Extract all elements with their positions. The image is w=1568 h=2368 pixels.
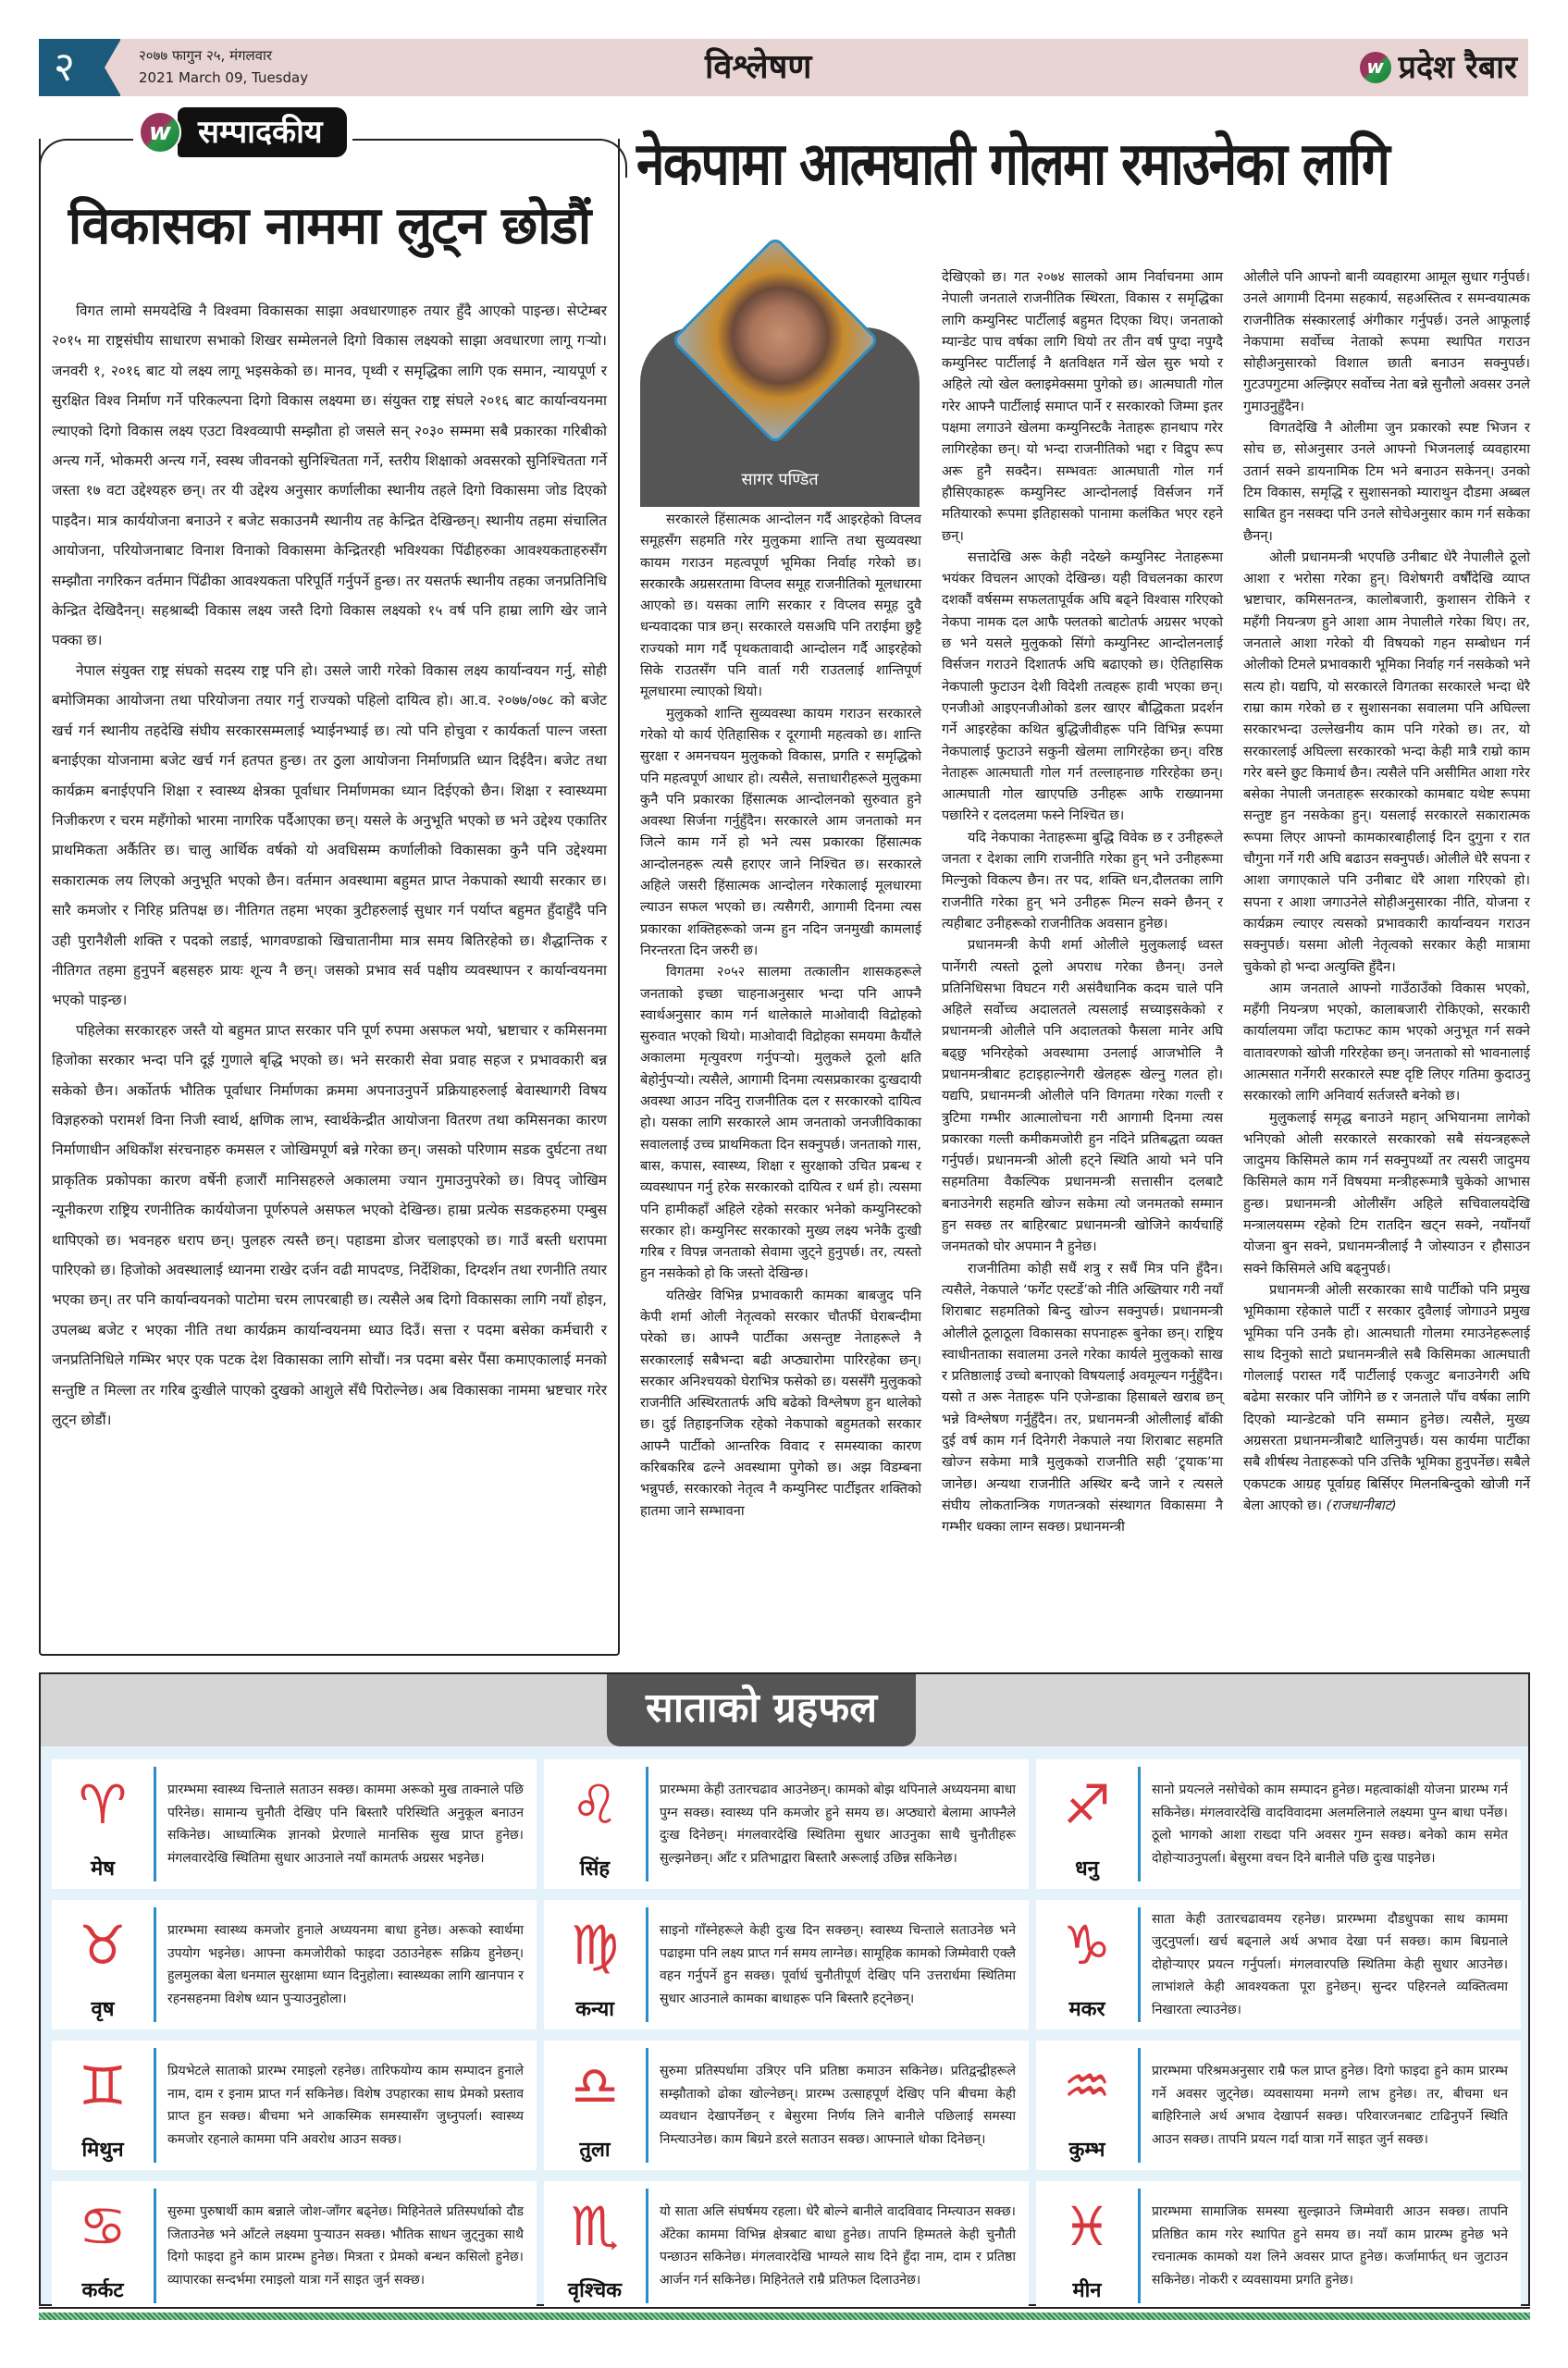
date-english: 2021 March 09, Tuesday [139,69,309,86]
article-paragraph [640,509,921,703]
horoscope-header [41,1674,1528,1746]
sign-prediction: प्रारम्भमा सामाजिक समस्या सुल्झाउने जिम्मेवारी आउन सक्छ। तापनि प्रतिष्ठित काम गरेर स्थापित हुने समय छ। नयाँ काम प्रारम्भ हुनेछ भने रचनात्मक कामको यश लिने अवसर प्राप्त हुनेछ। कर्जामार्फत् धन जुटाउन सकिनेछ। नोकरी र व्यवसायमा प्रगति हुनेछ। [1152,2204,1508,2288]
article-paragraph-text: प्रधानमन्त्री ओली सरकारका साथै पार्टीको पनि प्रमुख भूमिकामा रहेकाले पार्टी र सरकार दुवैलाई जोगाउने प्रमुख भूमिका पनि उनकै हो। आत्मघाती गोलमा रमाउनेहरूलाई साथ दिनुको साटो प्रधानमन्त्रीले सबै किसिमका आत्मघाती गोललाई परास्त गर्दै पार्टीलाई एकजुट बनाउनेगरी अघि बढेमा सरकार पनि जोगिने छ र जनताले पाँच वर्षका लागि दिएको म्यान्डेटको पनि सम्मान हुनेछ। त्यसैले, मुख्य अग्रसरता प्रधानमन्त्रीबाटै थालिनुपर्छ। यस कार्यमा पार्टीका सबै शीर्षस्थ नेताहरूको पनि उत्तिकै भूमिका हुनुपर्नेछ। सबैले एकपटक आग्रह पूर्वाग्रह बिर्सिएर मिलनबिन्दुको खोजी गर्ने बेला आएको छ। [1243,1281,1530,1513]
article-paragraph-text: यतिखेर विभिन्न प्रभावकारी कामका बाबजुद पनि केपी शर्मा ओली नेतृत्वको सरकार चौतर्फी घेराबन्दीमा परेको छ। आफ्नै पार्टीका असन्तुष्ट नेताहरूले नै सरकारलाई सबैभन्दा बढी अप्ठ्यारोमा पारिरहेका छन्। सरकार अनिश्चयको घेराभित्र फसेको छ। यससँगै मुलुकको राजनीति अस्थिरतातर्फ अघि बढेको विश्लेषण हुन थालेको छ। दुई तिहाइनजिक रहेको नेकपाको बहुमतको सरकार आफ्नै पार्टीको आन्तरिक विवाद र समस्याका कारण करिबकरिब ढल्ने अवस्थामा पुगेको छ। अझ विडम्बना भन्नुपर्छ, सरकारको नेतृत्व नै कम्युनिस्ट पार्टीइतर शक्तिको हातमा जाने सम्भावना [640,1287,921,1519]
libra-scales-icon: ♎ [571,2054,619,2117]
horoscope-card [52,2041,537,2170]
horoscope-grid [52,1759,1521,2311]
horoscope-card [52,2181,537,2311]
horoscope-section [39,1672,1530,2306]
horoscope-card [544,1759,1029,1889]
sign-divider [154,2189,156,2303]
brand[interactable] [1360,44,1517,91]
sign-box [52,1759,154,1889]
editorial-box [39,114,620,1656]
article-paragraph [1243,1279,1530,1516]
sign-box [1036,2041,1138,2170]
article-paragraph [640,703,921,962]
sign-name: मेष [91,1857,115,1881]
article-paragraph-text: विगतदेखि नै ओलीमा जुन प्रकारको स्पष्ट भिजन र सोच छ, सोअनुसार उनले आफ्नो भिजनलाई व्यवहारमा उतार्न सक्ने डायनामिक टिम भने बनाउन सकेनन्। उनको टिम विकास, समृद्धि र सुशासनको म्याराथुन दौडमा अब्बल साबित हुन नसक्दा पनि उनले सोचेअनुसार काम गर्न सकेका छैनन्। [1243,420,1530,544]
article-paragraph [1243,266,1530,417]
leo-lion-icon: ♌ [571,1773,619,1836]
sagittarius-archer-icon: ♐ [1063,1773,1111,1836]
pisces-fish-icon: ♓ [1063,2195,1111,2258]
article-paragraph-text: ओली प्रधानमन्त्री भएपछि उनीबाट धेरै नेपालीले ठूलो आशा र भरोसा गरेका हुन्। विशेषगरी वर्षौंदेखि व्याप्त भ्रष्टाचार, कमिसनतन्त्र, कालोबजारी, कुशासन रोकिने र महँगी नियन्त्रण हुने आशा आम नेपालीले गरेका थिए। तर, जनताले आशा गरेको यी विषयको गहन सम्बोधन गर्न ओलीको टिमले प्रभावकारी भूमिका निर्वाह गर्न नसकेको भने सत्य हो। यद्यपि, यो सरकारले विगतका सरकारले भन्दा धेरै राम्रा काम गरेको छ र सुशासनका सवालमा पनि अघिल्ला सरकारभन्दा उल्लेखनीय काम पनि गरेको छ। तर, यो सरकारलाई अघिल्ला सरकारको भन्दा केही मात्रै राम्रो काम गरेर बस्ने छुट किमार्थ छैन। त्यसैले पनि असीमित आशा गरेर बसेका नेपाली जनताहरू सरकारको कामबाट यथेष्ट रूपमा सन्तुष्ट हुन नसकेका हुन्। यसलाई सरकारले सकारात्मक रूपमा लिएर आफ्नो कामकारबाहीलाई दिन दुगुना र रात चौगुना गर्ने गरी अघि बढाउन सक्नुपर्छ। ओलीले धेरै सपना र आशा जगाएकाले पनि उनीबाट धेरै आशा गरिएको हो। सपना र आशा जगाउनेले सोहीअनुसारका नीति, योजना र कार्यक्रम ल्याएर त्यसको प्रभावकारी कार्यान्वयन गराउन सक्नुपर्छ। यसमा ओली नेतृत्वको सरकार केही मात्रामा चुकेको हो भन्दा अत्युक्ति हुँदैन। [1243,549,1530,975]
aquarius-water-bearer-icon: ♒ [1063,2054,1111,2117]
editorial-tag [133,107,352,157]
sign-box [52,2041,154,2170]
sign-divider [646,2048,648,2163]
sign-name: धनु [1075,1857,1099,1881]
sign-name: मकर [1068,1998,1105,2021]
sign-divider [646,1907,648,2022]
sign-prediction: सुरुमा प्रतिस्पर्धामा उत्रिएर पनि प्रतिष्ठा कमाउन सकिनेछ। प्रतिद्वन्द्वीहरूले सम्झौताको ढोका खोल्नेछन्। प्रारम्भ उत्साहपूर्ण देखिए पनि बीचमा केही व्यवधान देखापर्नेछन् र बेसुरमा निर्णय लिने बानीले पछिलाई समस्या निम्त्याउनेछ। काम बिग्रने डरले सताउन सक्छ। आफ्नाले धोका दिनेछन्। [660,2064,1016,2147]
editorial-paragraph: विगत लामो समयदेखि नै विश्वमा विकासका साझा अवधारणाहरु तयार हुँदै आएको पाइन्छ। सेप्टेम्बर २०१५ मा राष्ट्रसंघीय साधारण सभाको शिखर सम्मेलनले दिगो विकास लक्ष्यको साझा अवधारणा लागू गऱ्यो। जनवरी १, २०१६ बाट यो लक्ष्य लागू भइसकेको छ। मानव, पृथ्वी र समृद्धिका लागि एक समान, न्यायपूर्ण र सुरक्षित विश्व निर्माण गर्ने परिकल्पना दिगो विकास लक्ष्यमा छ। संयुक्त राष्ट्र संघले २०१६ बाट कार्यान्वयनमा ल्याएको दिगो विकास लक्ष्य एउटा विश्वव्यापी सम्झौता हो जसले सन् २०३० सम्ममा सबै प्रकारका गरिबीको अन्त्य गर्ने, भोकमरी अन्त्य गर्ने, स्वस्थ जीवनको सुनिश्चितता गर्ने, स्तरीय शिक्षाको अवसरको सुनिश्चितता गर्ने जस्ता १७ वटा उद्देश्यहरु छन्। तर यी उद्देश्य अनुसार कर्णालीका स्थानीय तहले दिगो विकासमा जोड दिएको पाइदैन। मात्र कार्ययोजना बनाउने र बजेट सकाउनमै स्थानीय तह केन्द्रित देखिन्छन्। स्थानीय तहमा संचालित आयोजना, परियोजनाबाट विनाश विनाको विकासमा केन्द्रितरही भविश्यका पिंढीहरुका आवश्यकताहरुसँग सम्झौता नगरिकन वर्तमान पिंढीका आवश्यकता परिपूर्ति गर्नुपर्ने हुन्छ। तर यसतर्फ स्थानीय तहका जनप्रतिनिधि केन्द्रित देखिदैनन्। सहश्राब्दी विकास लक्ष्य जस्तै दिगो विकास लक्ष्यको १५ वर्ष पनि हाम्रा लागि खेर जाने पक्का छ। [52,302,607,649]
article-column-1 [640,509,921,1656]
horoscope-card [1036,2041,1521,2170]
sign-name: कन्या [575,1998,614,2021]
sign-divider [1138,2048,1141,2163]
sign-name: वृश्चिक [567,2279,623,2302]
gemini-twins-icon: ♊ [79,2054,127,2117]
sign-divider [154,1767,156,1881]
article-paragraph-text: सत्तादेखि अरू केही नदेख्ने कम्युनिस्ट नेताहरूमा भयंकर विचलन आएको देखिन्छ। यही विचलनका कारण दशकौं वर्षसम्म सफलतापूर्वक अघि बढ्ने विश्वास गरिएको नेकपा नामक दल आफै फ्लतको बाटोतर्फ अग्रसर भएको छ भने यसले मुलुकको सिंगो कम्युनिस्ट आन्दोलनलाई विर्सजन गराउने दिशातर्फ अघि बढाएको छ। ऐतिहासिक नेकपाली फुटाउन देशी विदेशी तत्वहरू हावी भएका छन्। एनजीओ आइएनजीओको डलर खाएर बौद्धिकता प्रदर्शन गर्ने आइरहेका कथित बुद्धिजीवीहरू पनि विभिन्न रूपमा नेकपालाई फुटाउने सकुनी खेलमा लागिरहेका छन्। वरिष्ठ नेताहरू आत्मघाती गोल गर्न तल्लाहनाछ गरिरहेका छन्। आत्मघाती गोल खाएपछि उनीहरू आफै राख्यानमा पछारिने र दलदलमा फस्ने निश्चित छ। [942,549,1223,824]
sign-name: मिथुन [81,2139,124,2162]
sign-prediction: प्रारम्भमा केही उतारचढाव आउनेछन्। कामको बोझ थपिनाले अध्ययनमा बाधा पुग्न सक्छ। स्वास्थ्य पनि कमजोर हुने समय छ। अप्ठ्यारो बेलामा आफ्नैले दुःख दिनेछन्। मंगलवारदेखि स्थितिमा सुधार आउनुका साथै चुनौतीहरू सुल्झनेछन्। आँट र प्रतिभाद्वारा बिस्तारै अरूलाई उछिन्न सकिनेछ। [660,1782,1016,1866]
sign-box [1036,1759,1138,1889]
sign-box [544,2041,646,2170]
brand-logo-icon [1360,52,1391,83]
horoscope-card [1036,1900,1521,2029]
brand-name: प्रदेश रैबार [1398,49,1517,86]
sign-prediction: प्रारम्भमा परिश्रमअनुसार राम्रै फल प्राप्त हुनेछ। दिगो फाइदा हुने काम प्रारम्भ गर्ने अवसर जुट्नेछ। व्यवसायमा मनग्गे लाभ हुनेछ। तर, बीचमा धन बाहिरिनाले अर्थ अभाव देखापर्न सक्छ। परिवारजनबाट टाढिनुपर्ने स्थिति आउन सक्छ। तापनि प्रयत्न गर्दा यात्रा गर्ने साइत जुर्न सक्छ। [1152,2064,1508,2147]
author-box [640,250,920,507]
editorial-paragraph: नेपाल संयुक्त राष्ट्र संघको सदस्य राष्ट्र पनि हो। उसले जारी गरेको विकास लक्ष्य कार्यान्वयन गर्नु, सोही बमोजिमका आयोजना तथा परियोजना तयार गर्नु राज्यको पहिलो दायित्व हो। आ.व. २०७७/०७८ को बजेट खर्च गर्न स्थानीय तहदेखि संघीय सरकारसम्मलाई भ्याईनभ्याई छ। त्यो पनि होचुवा र कार्यकर्ता पाल्न जस्ता बनाईएका योजनामा बजेट खर्च गर्न हतपत हुन्छ। तर ठुला आयोजना निर्माणप्रति ध्यान दिईदैन। बजेट तथा कार्यक्रम बनाईएपनि शिक्षा र स्वास्थ्य क्षेत्रका पूर्वाधार निर्माणमका ध्यान दिईएको छैन। शिक्षा र स्वास्थ्यमा निजीकरण र चरम महँगोको भारमा नागरिक पर्दैआएका छन्। यसले के अनुभूति भएको छ भने उद्देश्य एकातिर प्राथमिकता अर्कैतिर छ। चालु आर्थिक वर्षको यो अवधिसम्म कर्णालीको विकासका कुनै पनि उद्देश्यमा सकारात्मक लय लिएको अनुभूति भएको छैन। वर्तमान अवस्थामा बहुमत प्राप्त नेकपाको स्थायी सरकार छ। सारै कमजोर र निरिह प्रतिपक्ष छ। नीतिगत तहमा भएका त्रुटीहरुलाई सुधार गर्न पर्याप्त बहुमत हुँदाहुँदै पनि उही पुरानैशैली शक्ति र पदको लडाई, भागवण्डाको खिचातानीमा मात्र समय बितिरहेको छ। शैद्धान्तिक र नीतिगत तहमा हुनुपर्ने बहसहरु प्रायः शून्य नै छन्। जसको प्रभाव सर्व पक्षीय व्यवस्थापन र कार्यान्वयनमा भएको पाइन्छ। [52,661,607,1009]
article-paragraph-text: राजनीतिमा कोही सधैं शत्रु र सधैं मित्र पनि हुँदैन। त्यसैले, नेकपाले ‘फर्गेट एस्टर्डे’को नीति अख्तियार गरी नयाँ शिराबाट सहमतिको बिन्दु खोज्न सक्नुपर्छ। प्रधानमन्त्री ओलीले ठूलाठूला विकासका सपनाहरू बुनेका छन्। राष्ट्रिय स्वाधीनताका सवालमा उनले गरेका कार्यले मुलुकको साख र प्रतिष्ठालाई उच्चो बनाएको विषयलाई अवमूल्यन गर्नुहुँदैन। यसो त अरू नेताहरू पनि एजेन्डाका हिसाबले खराब छन् भन्ने विश्लेषण गर्नुहुँदैन। तर, प्रधानमन्त्री ओलीलाई बाँकी दुई वर्ष काम गर्न दिनेगरी नेकपाले नया शिराबाट सहमति खोज्न सकेमा मात्रै मुलुकको राजनीति सही ‘ट्र्याक’मा जानेछ। अन्यथा राजनीति अस्थिर बन्दै जाने र त्यसले संघीय लोकतान्त्रिक गणतन्त्रको संस्थागत विकासमा नै गम्भीर धक्का लाग्न सक्छ। प्रधानमन्त्री [942,1260,1223,1536]
sign-prediction: यो साता अलि संघर्षमय रहला। धेरै बोल्ने बानीले वादविवाद निम्त्याउन सक्छ। अँटेका काममा विभिन्न क्षेत्रबाट बाधा हुनेछ। तापनि हिम्मतले केही चुनौती पन्छाउन सकिनेछ। मंगलवारदेखि भाग्यले साथ दिने हुँदा नाम, दाम र प्रतिष्ठा आर्जन गर्न सकिनेछ। मिहिनेतले राम्रै प्रतिफल दिलाउनेछ। [660,2204,1016,2288]
article-paragraph [1243,1107,1530,1279]
sign-divider [646,1767,648,1881]
sign-box [544,1759,646,1889]
sign-box [52,1900,154,2029]
sign-prediction: साता केही उतारचढावमय रहनेछ। प्रारम्भमा दौडधुपका साथ काममा जुट्नुपर्ला। खर्च बढ्नाले अर्थ अभाव देखा पर्न सक्छ। काम बिग्रनाले दोहोर्‍याएर प्रयत्न गर्नुपर्ला। मंगलवारपछि स्थितिमा केही सुधार आउनेछ। लाभांशले केही आवश्यकता पूरा हुनेछन्। सुन्दर पहिरनले व्यक्तित्वमा निखारता ल्याउनेछ। [1152,1911,1508,2017]
horoscope-card [544,2181,1029,2311]
article-paragraph-text: ओलीले पनि आफ्नो बानी व्यवहारमा आमूल सुधार गर्नुपर्छ। उनले आगामी दिनमा सहकार्य, सहअस्तित्व र समन्वयात्मक राजनीतिक संस्कारलाई अंगीकार गर्नुपर्छ। उनले आफूलाई नेकपामा सर्वोच्च नेताको रूपमा स्थापित गराउन सोहीअनुसारको विशाल छाती बनाउन सक्नुपर्छ। गुटउपगुटमा अल्झिएर सर्वोच्च नेता बन्ने सुनौलो अवसर उनले गुमाउनुहुँदैन। [1243,269,1530,414]
horoscope-card [1036,1759,1521,1889]
sign-box [1036,1900,1138,2029]
article-paragraph [1243,978,1530,1107]
article-paragraph [942,827,1223,934]
editorial-label: सम्पादकीय [178,107,347,157]
sign-name: कर्कट [81,2279,124,2302]
article-paragraph-text: सरकारले हिंसात्मक आन्दोलन गर्दै आइरहेको विप्लव समूहसँग सहमति गरेर मुलुकमा शान्ति तथा सुव्यवस्था कायम गराउन महत्वपूर्ण भूमिका निर्वाह गरेको छ। सरकारकै अग्रसरतामा विप्लव समूह राजनीतिको मूलधारमा आएको छ। यसका लागि सरकार र विप्लव समूह दुवै धन्यवादका पात्र छन्। सरकारले यसअघि पनि तराईमा छुट्टै राज्यको माग गर्दै पृथकतावादी आन्दोलन गर्दै आइरहेको सिके राउतसँग पनि वार्ता गरी राउतलाई शान्तिपूर्ण मूलधारमा ल्याएको थियो। [640,512,921,700]
horoscope-card [52,1759,537,1889]
article-paragraph [942,547,1223,827]
article-paragraph-text: विगतमा २०५२ सालमा तत्कालीन शासकहरूले जनताको इच्छा चाहनाअनुसार भन्दा पनि आफ्नै स्वार्थअनुसार काम गर्न थालेकाले माओवादी विद्रोहको सुरुवात भएको थियो। माओवादी विद्रोहका समयमा कैयौंले अकालमा मृत्युवरण गर्नुपऱ्यो। मुलुकले ठूलो क्षति बेहोर्नुपऱ्यो। त्यसैले, आगामी दिनमा त्यसप्रकारका दुःखदायी अवस्था आउन नदिनु राजनीतिक दल र सरकारको दायित्व हो। यसका लागि सरकारले आम जनताको जनजीविकाका सवाललाई उच्च प्राथमिकता दिन सक्नुपर्छ। जनताको गास, बास, कपास, स्वास्थ्य, शिक्षा र सुरक्षाको उचित प्रबन्ध र व्यवस्थापन गर्नु हरेक सरकारको दायित्व र धर्म हो। त्यसमा पनि हामीकहाँ अहिले रहेको सरकार भनेको कम्युनिस्टको सरकार हो। कम्युनिस्ट सरकारको मुख्य लक्ष्य भनेकै दुःखी गरिब र विपन्न जनताको सेवामा जुट्ने हुनुपर्छ। तर, त्यस्तो हुन नसकेको हो कि जस्तो देखिन्छ। [640,964,921,1282]
sign-name: कुम्भ [1068,2139,1105,2162]
date-block [139,44,308,89]
date-nepali: २०७७ फागुन २५, मंगलवार [139,47,273,64]
article-paragraph-text: मुलुकको शान्ति सुव्यवस्था कायम गराउन सरकारले गरेको यो कार्य ऐतिहासिक र दूरगामी महत्वको छ। शान्ति सुरक्षा र अमनचयन मुलुकको विकास, प्रगति र समृद्धिको पनि महत्वपूर्ण आधार हो। त्यसैले, सत्ताधारीहरूले मुलुकमा कुनै पनि प्रकारका हिंसात्मक आन्दोलनको सुरुवात हुने अवस्था सिर्जना गर्नुहुँदैन। सरकारले आम जनताको मन जित्ने काम गर्ने हो भने त्यस प्रकारका हिंसात्मक आन्दोलनहरू त्यसै हराएर जाने निश्चित छ। सरकारले अहिले जसरी हिंसात्मक आन्दोलन गरेकालाई मूलधारमा ल्याउन सफल भएको छ। त्यसैगरी, आगामी दिनमा त्यस प्रकारका शक्तिहरूको जन्म हुन नदिन जनमुखी कामलाई निरन्तरता दिन जरुरी छ। [640,705,921,958]
article-paragraph [942,1258,1223,1538]
sign-prediction: प्रियभेटले साताको प्रारम्भ रमाइलो रहनेछ। तारिफयोग्य काम सम्पादन हुनाले नाम, दाम र इनाम प्राप्त गर्न सकिनेछ। विशेष उपहारका साथ प्रेमको प्रस्ताव प्राप्त हुन सक्छ। बीचमा भने आकस्मिक समस्यासँग जुध्नुपर्ला। स्वास्थ्य कमजोर रहनाले काममा पनि अवरोध आउन सक्छ। [167,2064,524,2147]
article-paragraph-text: प्रधानमन्त्री केपी शर्मा ओलीले मुलुकलाई ध्वस्त पार्नेगरी त्यस्तो ठूलो अपराध गरेका छैनन्। उनले प्रतिनिधिसभा विघटन गरी असंवैधानिक कदम चाले पनि अहिले सर्वोच्च अदालतले त्यसलाई सच्याइसकेको र प्रधानमन्त्री ओलीले पनि अदालतको फैसला मानेर अघि बढ्छु भनिरहेको अवस्थामा उनलाई आजभोलि नै प्रधानमन्त्रीबाट हटाइहाल्नेगरी खेलहरू खेल्नु गलत हो। यद्यपि, प्रधानमन्त्री ओलीले पनि विगतमा गरेका गल्ती र त्रुटिमा गम्भीर आत्मालोचना गरी आगामी दिनमा त्यस प्रकारका गल्ती कमीकमजोरी हुन नदिने प्रतिबद्धता व्यक्त गर्नुपर्छ। प्रधानमन्त्री ओली हट्ने स्थिति आयो भने पनि सहमतिमा वैकल्पिक प्रधानमन्त्री सत्तासीन दलबाटै बनाउनेगरी सहमति खोज्न सकेमा त्यो जनमतको सम्मान हुन सक्छ तर बाहिरबाट प्रधानमन्त्री खोजिने कार्यचाहिं जनमतको घोर अपमान नै हुनेछ। [942,937,1223,1255]
sign-box [52,2181,154,2311]
article-paragraph [942,934,1223,1257]
sign-divider [646,2189,648,2303]
footer-stripe [39,2312,1530,2320]
article-paragraph-text: देखिएको छ। गत २०७४ सालको आम निर्वाचनमा आम नेपाली जनताले राजनीतिक स्थिरता, विकास र समृद्धिका लागि कम्युनिस्ट पार्टीलाई बहुमत दिएका थिए। जनताको म्यान्डेट पाच वर्षका लागि थियो तर तीन वर्ष पुग्दा नपुग्दै कम्युनिस्ट पार्टीलाई नै क्षतविक्षत गर्ने खेल सुरु भयो र अहिले त्यो खेल क्लाइमेक्समा पुगेको छ। आत्मघाती गोल गरेर आफ्नै पार्टीलाई समाप्त पार्ने र सरकारको जिम्मा इतर पक्षमा लगाउने खेलमा कम्युनिस्टकै नेताहरू हानथाप गरेर लागिरहेका छन्। यो भन्दा राजनीतिको भद्दा र विद्रुप रूप अरू हुनै सक्दैन। सम्भवतः आत्मघाती गोल गर्न हौसिएकाहरू कम्युनिस्ट आन्दोनलाई विर्सजन गर्ने मतियारको रूपमा इतिहासको पानामा कलंकित भएर रहने छन्। [942,269,1223,544]
virgo-maiden-icon: ♍ [571,1914,619,1977]
editorial-paragraph: पहिलेका सरकारहरु जस्तै यो बहुमत प्राप्त सरकार पनि पूर्ण रुपमा असफल भयो, भ्रष्टाचार र कमिसनमा हिजोका सरकार भन्दा पनि दूई गुणाले बृद्धि भएको छ। भने सरकारी सेवा प्रवाह सहज र प्रभावकारी बन्न सकेको छैन। अर्कोतर्फ भौतिक पूर्वाधार निर्माणका क्रममा अपनाउनुपर्ने प्रक्रियाहरुलाई बेवास्थागरी विषय विज्ञहरुको परामर्श विना निजी स्वार्थ, क्षणिक लाभ, स्वार्थकेन्द्रीत आयोजना वितरण तथा कमिसनका कारण निर्माणाधीन अधिकाँश संरचनाहरु कमसल र जोखिमपूर्ण बन्ने गरेका छन्। जसको परिणाम सडक दुर्घटना तथा प्राकृतिक प्रकोपका कारण वर्षेनी हजारौं मानिसहरुले अकालमा ज्यान गुमाउनुपरेको छ। विपद् जोखिम न्यूनीकरण राष्ट्रिय रणनीतिक कार्ययोजना पूर्णरुपले असफल भएको देखिन्छ। हाम्रा प्रत्येक सडकहरुमा एम्बुस थापिएको छ। भवनहरु धराप छन्। पुलहरु त्यस्तै छन्। पहाडमा डोजर चलाइएको छ। गाउँ बस्ती धरापमा पारिएको छ। हिजोको अवस्थालाई ध्यानमा राखेर दर्जन वढी मापदण्ड, निर्देशिका, दिग्दर्शन तथा रणनीति तयार भएका छन्। तर पनि कार्यान्वयनको पाटोमा चरम लापरबाही छ। त्यसैले अब दिगो विकासका लागि नयाँ होइन, उपलब्ध बजेट र भएका नीति तथा कार्यक्रम कार्यान्वयनमा ध्याउ दिउँ। सत्ता र पदमा बसेका कर्मचारी र जनप्रतिनिधिले गम्भिर भएर एक पटक देश विकासका लागि सोचौं। नत्र पदमा बसेर पैंसा कमाएकालाई मनको सन्तुष्टि त मिल्ला तर गरिब दुःखीले पाएको दुखको आशुले सँधै पिरोल्नेछ। अब विकासका नाममा भ्रष्टचार गरेर लुट्न छोडौं। [52,1021,607,1429]
sign-name: सिंह [579,1857,611,1881]
brand-logo-icon [139,111,181,154]
article-paragraph [640,961,921,1284]
article-paragraph [640,1285,921,1522]
editorial-body [52,296,607,1435]
article-headline: नेकपामा आत्मघाती गोलमा रमाउनेका लागि [636,130,1389,199]
sign-prediction: प्रारम्भमा स्वास्थ्य कमजोर हुनाले अध्ययनमा बाधा हुनेछ। अरूको स्वार्थमा उपयोग भइनेछ। आफ्ना कमजोरीको फाइदा उठाउनेहरू सक्रिय हुनेछन्। हुलमुलका बेला धनमाल सुरक्षामा ध्यान दिनुहोला। स्वास्थ्यका लागि खानपान र रहनसहनमा विशेष ध्यान पुर्‍याउनुहोला। [167,1923,524,2006]
footer-rule [39,2307,1530,2309]
sign-divider [154,2048,156,2163]
article-column-2 [942,266,1223,1654]
article-paragraph-text: आम जनताले आफ्नो गाउँठाउँको विकास भएको, महँगी नियन्त्रण भएको, कालाबजारी रोकिएको, सरकारी कार्यालयमा जाँदा फटाफट काम भएको अनुभूत गर्न सक्ने वातावरणको खोजी गरिरहेका छन्। जनताको सो भावनालाई आत्मसात गर्नेगरी सरकारले स्पष्ट दृष्टि लिएर गतिमा कुदाउनु सरकारको लागि अनिवार्य सर्तजस्तै बनेको छ। [1243,980,1530,1104]
sign-prediction: साइनो गाँस्नेहरूले केही दुःख दिन सक्छन्। स्वास्थ्य चिन्ताले सताउनेछ भने पढाइमा पनि लक्ष्य प्राप्त गर्न समय लाग्नेछ। सामूहिक कामको जिम्मेवारी एक्लै वहन गर्नुपर्ने हुन सक्छ। पूर्वार्ध चुनौतीपूर्ण देखिए पनि उत्तरार्धमा स्थितिमा सुधार आउनाले कामका बाधाहरू पनि बिस्तारै हट्नेछन्। [660,1923,1016,2006]
horoscope-card [544,1900,1029,2029]
horoscope-card [544,2041,1029,2170]
sign-box [544,2181,646,2311]
page-number: २ [39,39,120,96]
article-source-note: (राजधानीबाट) [1326,1497,1397,1513]
scorpio-scorpion-icon: ♏ [571,2195,619,2258]
sign-prediction: सुरुमा पुरुषार्थी काम बन्नाले जोश-जाँगर बढ्नेछ। मिहिनेतले प्रतिस्पर्धाको दौड जिताउनेछ भने आँटले लक्ष्यमा पुर्‍याउन सक्छ। भौतिक साधन जुट्नुका साथै दिगो फाइदा हुने काम प्रारम्भ हुनेछ। मित्रता र प्रेमको बन्धन कसिलो हुनेछ। व्यापारका सन्दर्भमा रमाइलो यात्रा गर्ने साइत जुर्न सक्छ। [167,2204,524,2288]
author-name: सागर पण्डित [741,470,819,489]
article-paragraph-text: मुलुकलाई समृद्ध बनाउने महान् अभियानमा लागेको भनिएको ओली सरकारले सरकारको सबै संयन्त्रहरूले जादुमय किसिमले काम गर्न सक्नुपर्थ्यो तर त्यसरी जादुमय किसिमले काम गर्ने विषयमा मन्त्रीहरूमात्रै चुकेको आभास हुन्छ। प्रधानमन्त्री ओलीसँग अहिले सचिवालयदेखि मन्त्रालयसम्म रहेको टिम रातदिन खट्न सक्ने, नयाँनयाँ योजना बुन सक्ने, प्रधानमन्त्रीलाई नै जोस्याउन र हौसाउन सक्ने किसिमले अघि बढ्नुपर्छ। [1243,1109,1530,1276]
page-header [39,39,1528,96]
sign-box [1036,2181,1138,2311]
editorial-headline: विकासका नाममा लुट्न छोडौं [68,195,591,256]
taurus-bull-icon: ♉ [79,1914,127,1977]
sign-prediction: प्रारम्भमा स्वास्थ्य चिन्ताले सताउन सक्छ। काममा अरूको मुख ताक्नाले पछि परिनेछ। सामान्य चुनौती देखिए पनि बिस्तारै परिस्थिति अनुकूल बनाउन सकिनेछ। आध्यात्मिक ज्ञानको प्रेरणाले मानसिक सुख प्राप्त हुनेछ। मंगलवारदेखि स्थितिमा सुधार आउनाले नयाँ कामतर्फ अग्रसर भइनेछ। [167,1782,524,1866]
article-column-3 [1243,266,1530,1654]
article-paragraph [942,266,1223,547]
cancer-crab-icon: ♋ [79,2195,127,2258]
article-paragraph-text: यदि नेकपाका नेताहरूमा बुद्धि विवेक छ र उनीहरूले जनता र देशका लागि राजनीति गरेका हुन् भने उनीहरूमा मिल्नुको विकल्प छैन। तर पद, शक्ति धन,दौलतका लागि राजनीति गरेका हुन् भने उनीहरू मिल्न सक्ने छैनन् र त्यहीबाट उनीहरूको राजनीतिक अवसान हुनेछ। [942,829,1223,931]
sign-name: मीन [1072,2279,1102,2302]
aries-ram-icon: ♈ [79,1773,127,1836]
capricorn-goat-icon: ♑ [1063,1914,1111,1977]
sign-divider [154,1907,156,2022]
section-title: विश्लेषण [705,48,812,86]
sign-box [544,1900,646,2029]
horoscope-title: साताको ग्रहफल [607,1674,916,1746]
sign-prediction: सानो प्रयत्नले नसोचेको काम सम्पादन हुनेछ। महत्वाकांक्षी योजना प्रारम्भ गर्न सकिनेछ। मंगलवारदेखि वादविवादमा अलमलिनाले लक्ष्यमा पुग्न बाधा पर्नेछ। ठूलो भागको आशा राख्दा पनि अवसर गुम्न सक्छ। बनेको काम समेत दोहोर्‍याउनुपर्ला। बेसुरमा वचन दिने बानीले पछि दुःख पाइनेछ। [1152,1782,1508,1866]
sign-name: तुला [579,2139,611,2162]
sign-divider [1138,2189,1141,2303]
sign-divider [1138,1907,1141,2022]
article-paragraph [1243,417,1530,547]
sign-name: वृष [91,1998,115,2021]
horoscope-card [1036,2181,1521,2311]
article-paragraph [1243,547,1530,978]
sign-divider [1138,1767,1141,1881]
horoscope-card [52,1900,537,2029]
